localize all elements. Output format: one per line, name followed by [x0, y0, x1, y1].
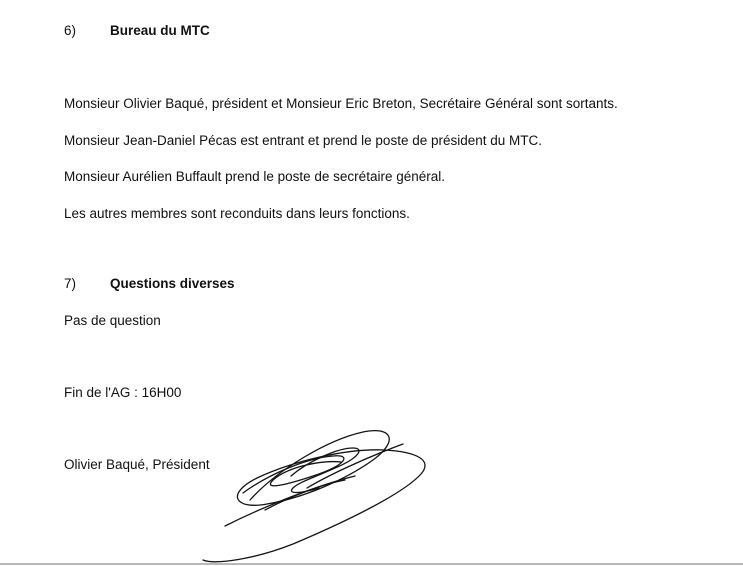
section-6-number: 6): [64, 23, 77, 38]
section-6-heading: [64, 23, 210, 38]
section-6-title: Bureau du MTC: [110, 23, 210, 38]
section-7-heading: [64, 276, 235, 291]
questions-paragraph-1: Pas de question: [64, 313, 161, 328]
section-7-title: Questions diverses: [110, 276, 235, 291]
bureau-paragraph-4: Les autres membres sont reconduits dans leurs fonctions.: [64, 206, 410, 221]
end-time-line: Fin de l'AG : 16H00: [64, 385, 182, 400]
bureau-paragraph-3: Monsieur Aurélien Buffault prend le poste de secrétaire général.: [64, 169, 445, 184]
bureau-paragraph-1: Monsieur Olivier Baqué, président et Monsieur Eric Breton, Secrétaire Général sont sortants.: [64, 96, 618, 111]
handwritten-signature: [195, 418, 440, 566]
signatory-line: Olivier Baqué, Président: [64, 457, 210, 472]
page-bottom-divider: [0, 563, 743, 565]
section-7-number: 7): [64, 276, 77, 291]
bureau-paragraph-2: Monsieur Jean-Daniel Pécas est entrant et prend le poste de président du MTC.: [64, 133, 543, 148]
